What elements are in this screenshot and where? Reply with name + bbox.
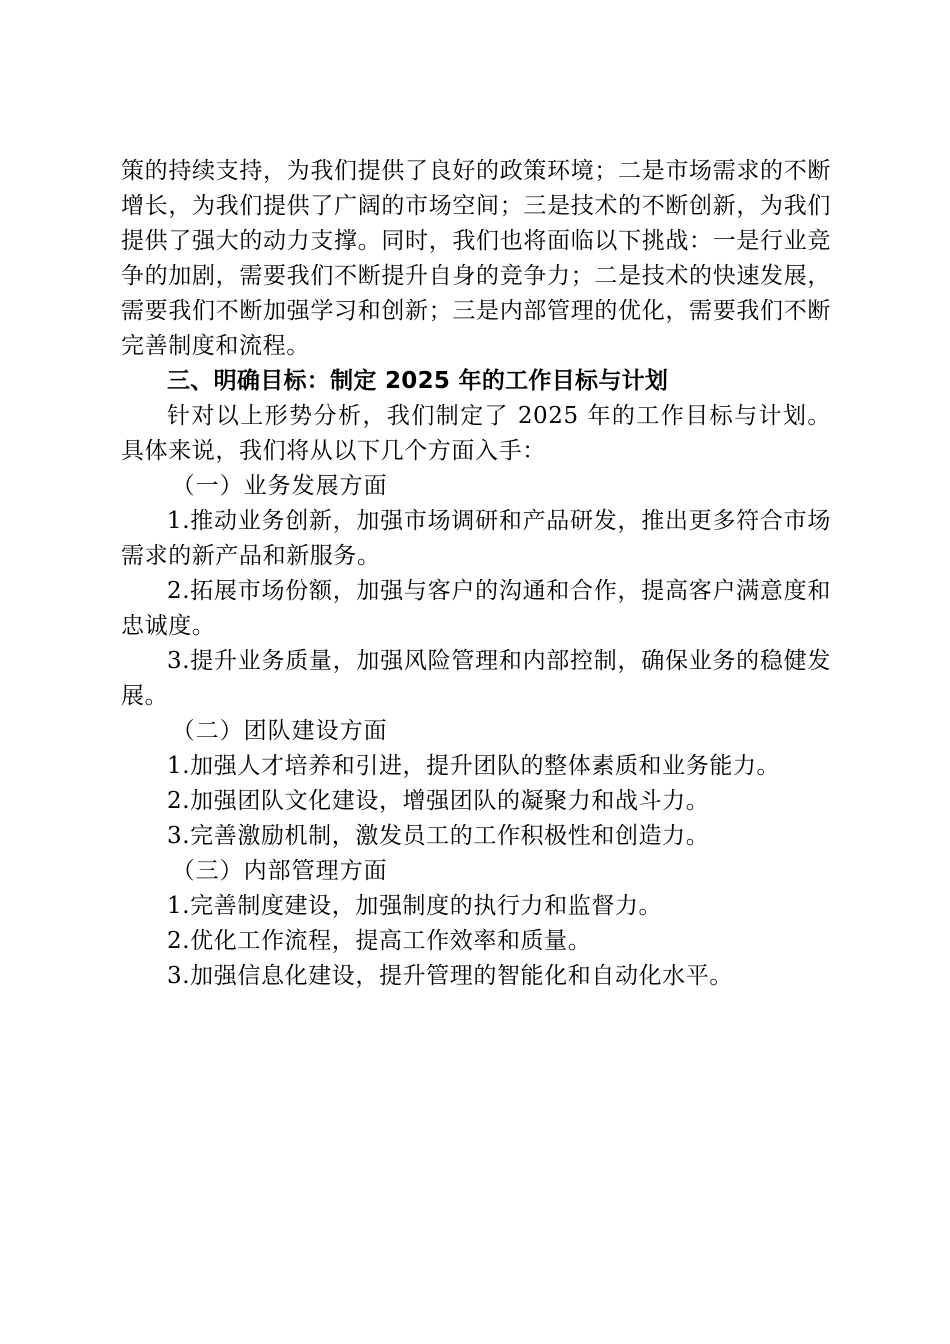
business-item: 2.拓展市场份额，加强与客户的沟通和合作，提高客户满意度和忠诚度。 (121, 578, 831, 639)
business-heading: （一）业务发展方面 (171, 473, 388, 499)
team-item: 3.完善激励机制，激发员工的工作积极性和创造力。 (167, 823, 710, 849)
team-item: 1.加强人才培养和引进，提升团队的整体素质和业务能力。 (167, 753, 781, 779)
management-item: 3.加强信息化建设，提升管理的智能化和自动化水平。 (167, 963, 733, 989)
management-item: 2.优化工作流程，提高工作效率和质量。 (167, 928, 592, 954)
continuation-paragraph: 策的持续支持，为我们提供了良好的政策环境；二是市场需求的不断增长，为我们提供了广阔的市场空间；三是技术的不断创新，为我们提供了强大的动力支撑。同时，我们也将面临以下挑战：一是行业竞争的加剧，需要我们不断提升自身的竞争力；二是技术的快速发展，需要我们不断加强学习和创新；三是内部管理的优化，需要我们不断完善制度和流程。 (121, 158, 831, 359)
business-item: 1.推动业务创新，加强市场调研和产品研发，推出更多符合市场需求的新产品和新服务。 (121, 508, 831, 569)
team-heading: （二）团队建设方面 (171, 718, 388, 744)
business-item: 3.提升业务质量，加强风险管理和内部控制，确保业务的稳健发展。 (121, 648, 831, 709)
team-item: 2.加强团队文化建设，增强团队的凝聚力和战斗力。 (167, 788, 710, 814)
section-heading: 三、明确目标：制定 2025 年的工作目标与计划 (167, 368, 669, 394)
document-body (121, 154, 831, 994)
management-heading: （三）内部管理方面 (171, 858, 388, 884)
intro-paragraph: 针对以上形势分析，我们制定了 2025 年的工作目标与计划。具体来说，我们将从以下几个方面入手： (121, 403, 831, 464)
management-item: 1.完善制度建设，加强制度的执行力和监督力。 (167, 893, 663, 919)
